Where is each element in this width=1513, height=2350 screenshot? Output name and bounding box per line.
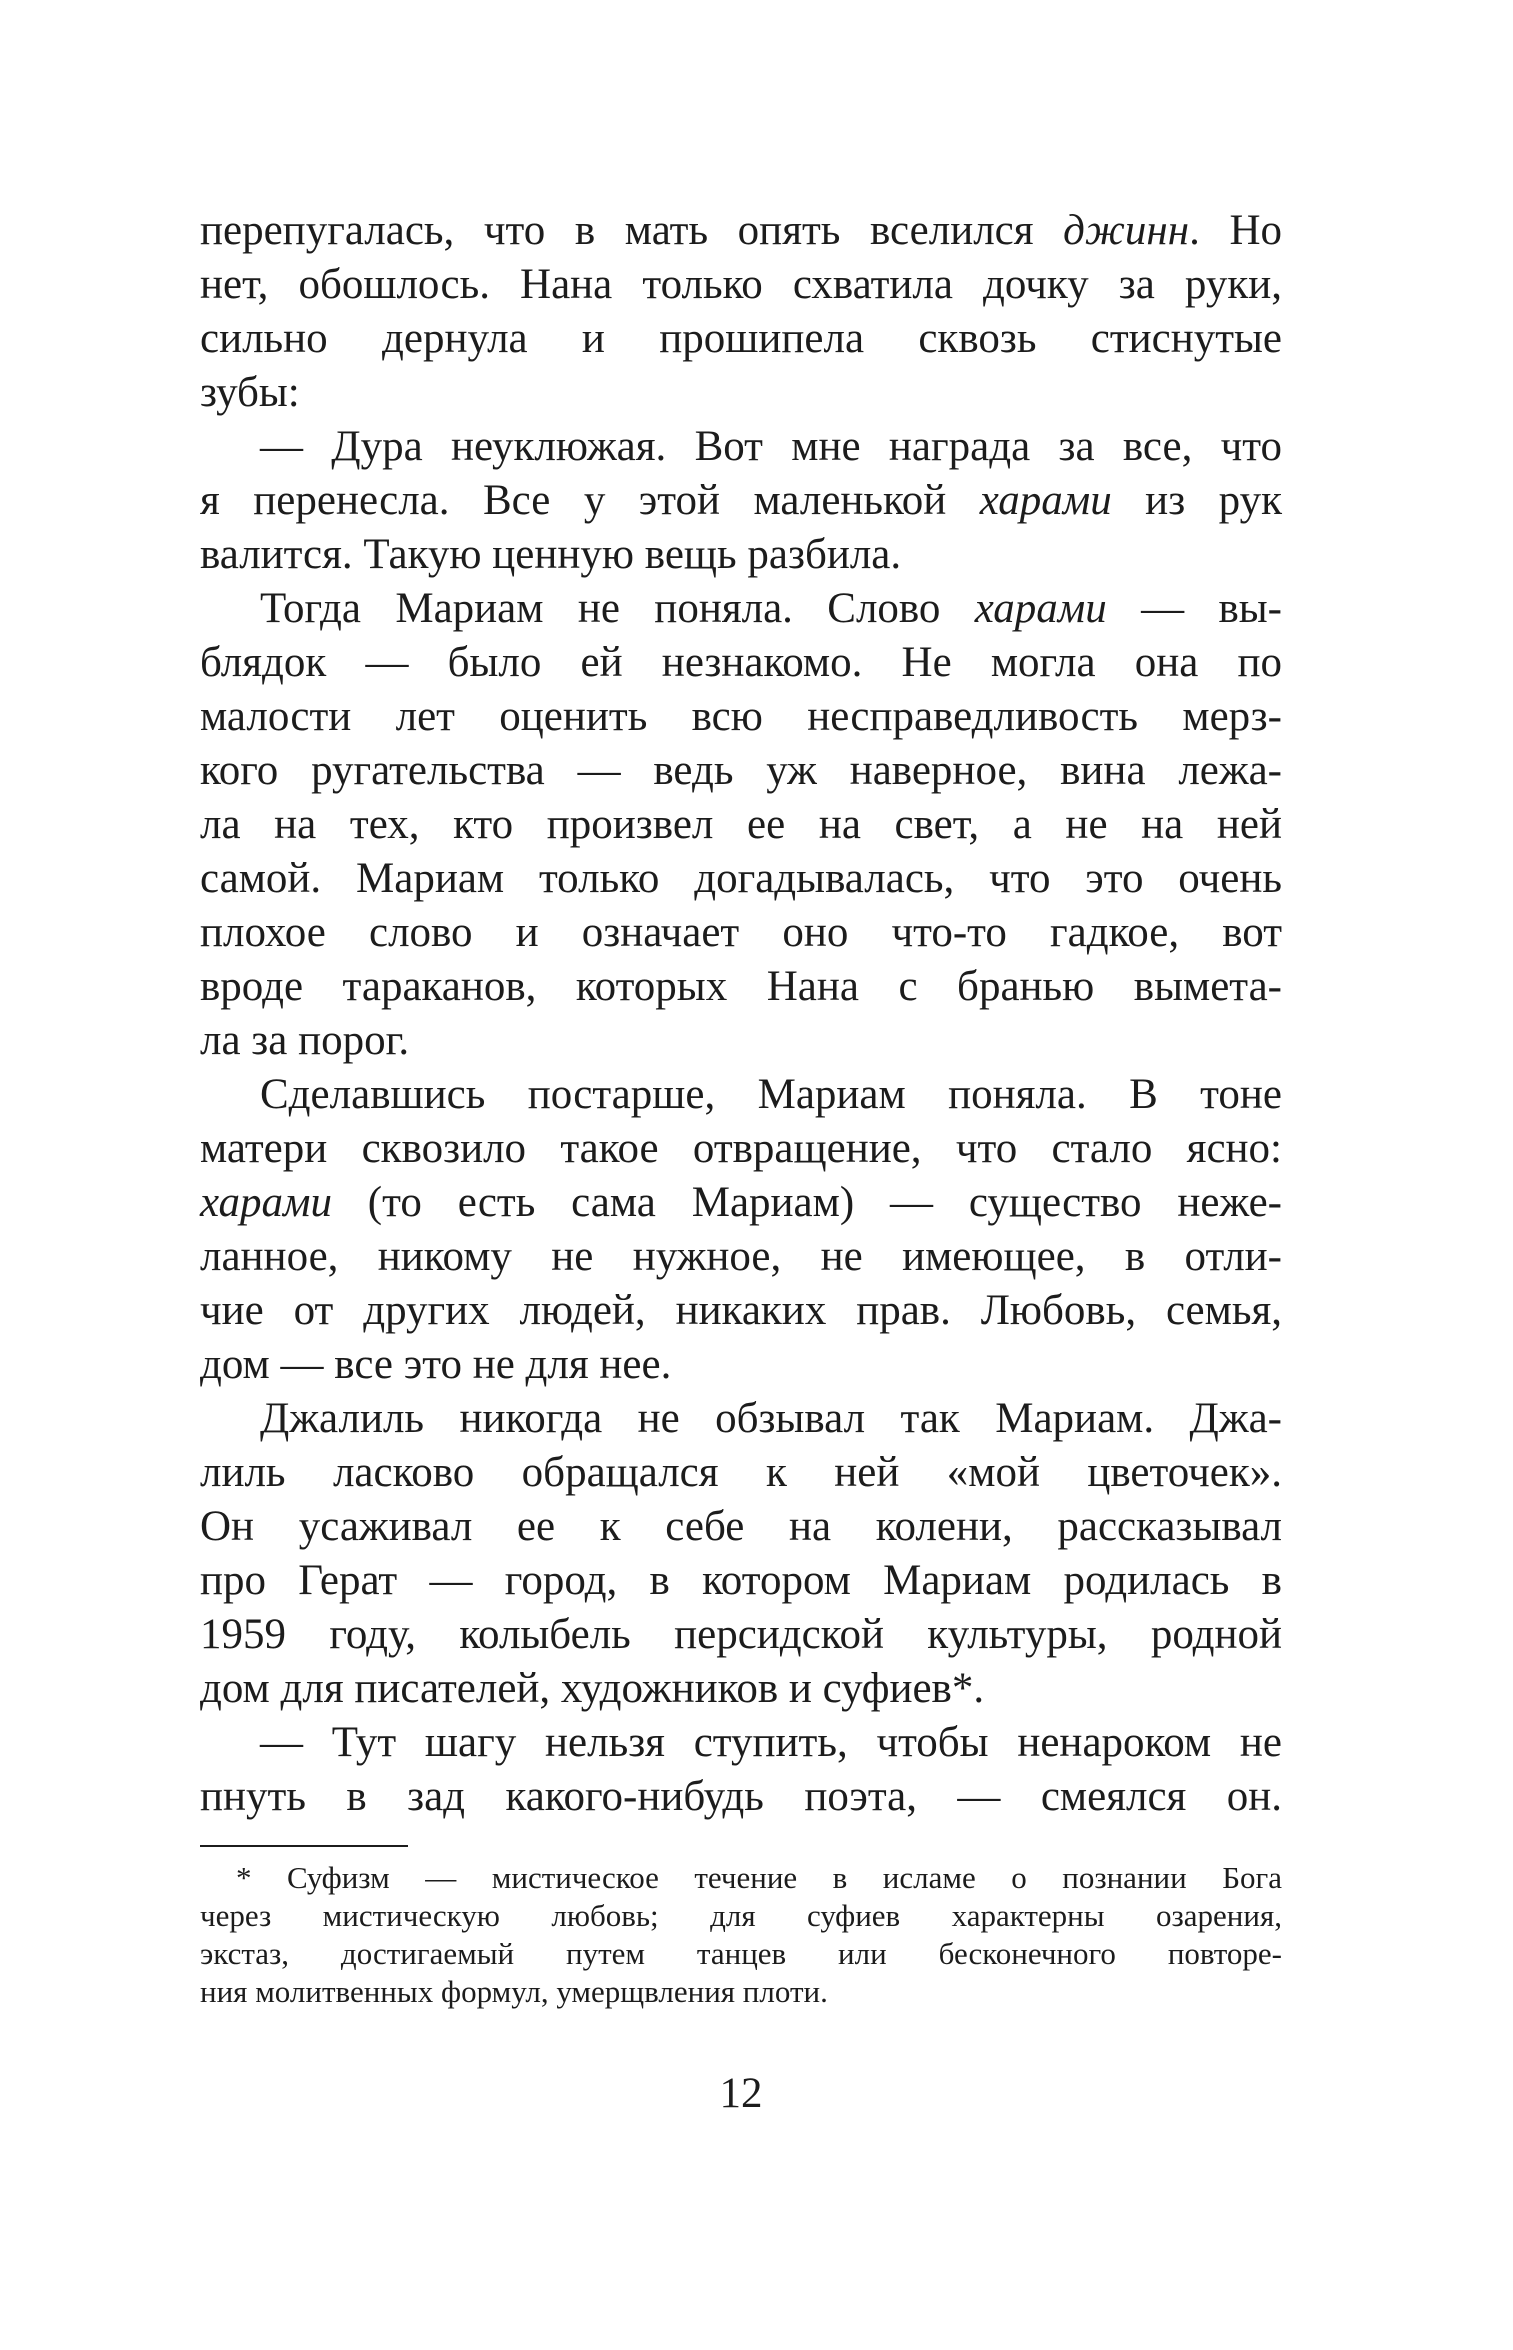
text-line: — Тут шагу нельзя ступить, чтобы ненароком не [260, 1719, 1282, 1766]
page-number: 12 [719, 2070, 763, 2117]
text-line: валится. Такую ценную вещь разбила. [200, 531, 902, 578]
footnote-divider [200, 1845, 408, 1847]
text-line: 1959 году, колыбель персидской культуры, родной [200, 1611, 1282, 1658]
text-line: ланное, никому не нужное, не имеющее, в отли- [200, 1233, 1282, 1280]
text-line: про Герат — город, в котором Мариам родилась в [200, 1557, 1282, 1604]
text-line: зубы: [200, 369, 300, 416]
text-line: нет, обошлось. Нана только схватила дочку за руки, [200, 261, 1282, 308]
text-line: Сделавшись постарше, Мариам поняла. В тоне [260, 1071, 1282, 1118]
text-line: Тогда Мариам не поняла. Слово харами — вы- [260, 585, 1282, 632]
text-line: плохое слово и означает оно что-то гадкое, вот [200, 909, 1282, 956]
footnote-line: * Суфизм — мистическое течение в исламе о познании Бога [236, 1860, 1282, 1895]
text-line: дом — все это не для нее. [200, 1341, 672, 1388]
footnote-line: экстаз, достигаемый путем танцев или бесконечного повторе- [200, 1936, 1282, 1971]
text-line: Он усаживал ее к себе на колени, рассказывал [200, 1503, 1282, 1550]
body-text [200, 204, 1282, 1824]
text-line: чие от других людей, никаких прав. Любовь, семья, [200, 1287, 1282, 1334]
text-line: перепугалась, что в мать опять вселился джинн. Но [200, 207, 1282, 254]
text-line: блядок — было ей незнакомо. Не могла она по [200, 639, 1282, 686]
text-line: самой. Мариам только догадывалась, что это очень [200, 855, 1282, 902]
text-line: кого ругательства — ведь уж наверное, вина лежа- [200, 747, 1282, 794]
text-line: пнуть в зад какого-нибудь поэта, — смеялся он. [200, 1773, 1282, 1820]
text-line: дом для писателей, художников и суфиев*. [200, 1665, 985, 1712]
text-line: сильно дернула и прошипела сквозь стиснутые [200, 315, 1282, 362]
text-line: ла на тех, кто произвел ее на свет, а не на ней [200, 801, 1282, 848]
footnote-line: через мистическую любовь; для суфиев характерны озарения, [200, 1898, 1282, 1933]
text-line: Джалиль никогда не обзывал так Мариам. Джа- [260, 1395, 1282, 1442]
text-line: ла за порог. [200, 1017, 410, 1064]
text-line: вроде тараканов, которых Нана с бранью вымета- [200, 963, 1282, 1010]
text-line: малости лет оценить всю несправедливость мерз- [200, 693, 1282, 740]
text-line: — Дура неуклюжая. Вот мне награда за все, что [260, 423, 1282, 470]
footnote-line: ния молитвенных формул, умерщвления плоти. [200, 1974, 828, 2009]
text-line: харами (то есть сама Мариам) — существо неже- [200, 1179, 1282, 1226]
text-line: лиль ласково обращался к ней «мой цветочек». [200, 1449, 1282, 1496]
footnote [200, 1859, 1282, 2011]
text-line: матери сквозило такое отвращение, что стало ясно: [200, 1125, 1282, 1172]
text-line: я перенесла. Все у этой маленькой харами из рук [200, 477, 1282, 524]
